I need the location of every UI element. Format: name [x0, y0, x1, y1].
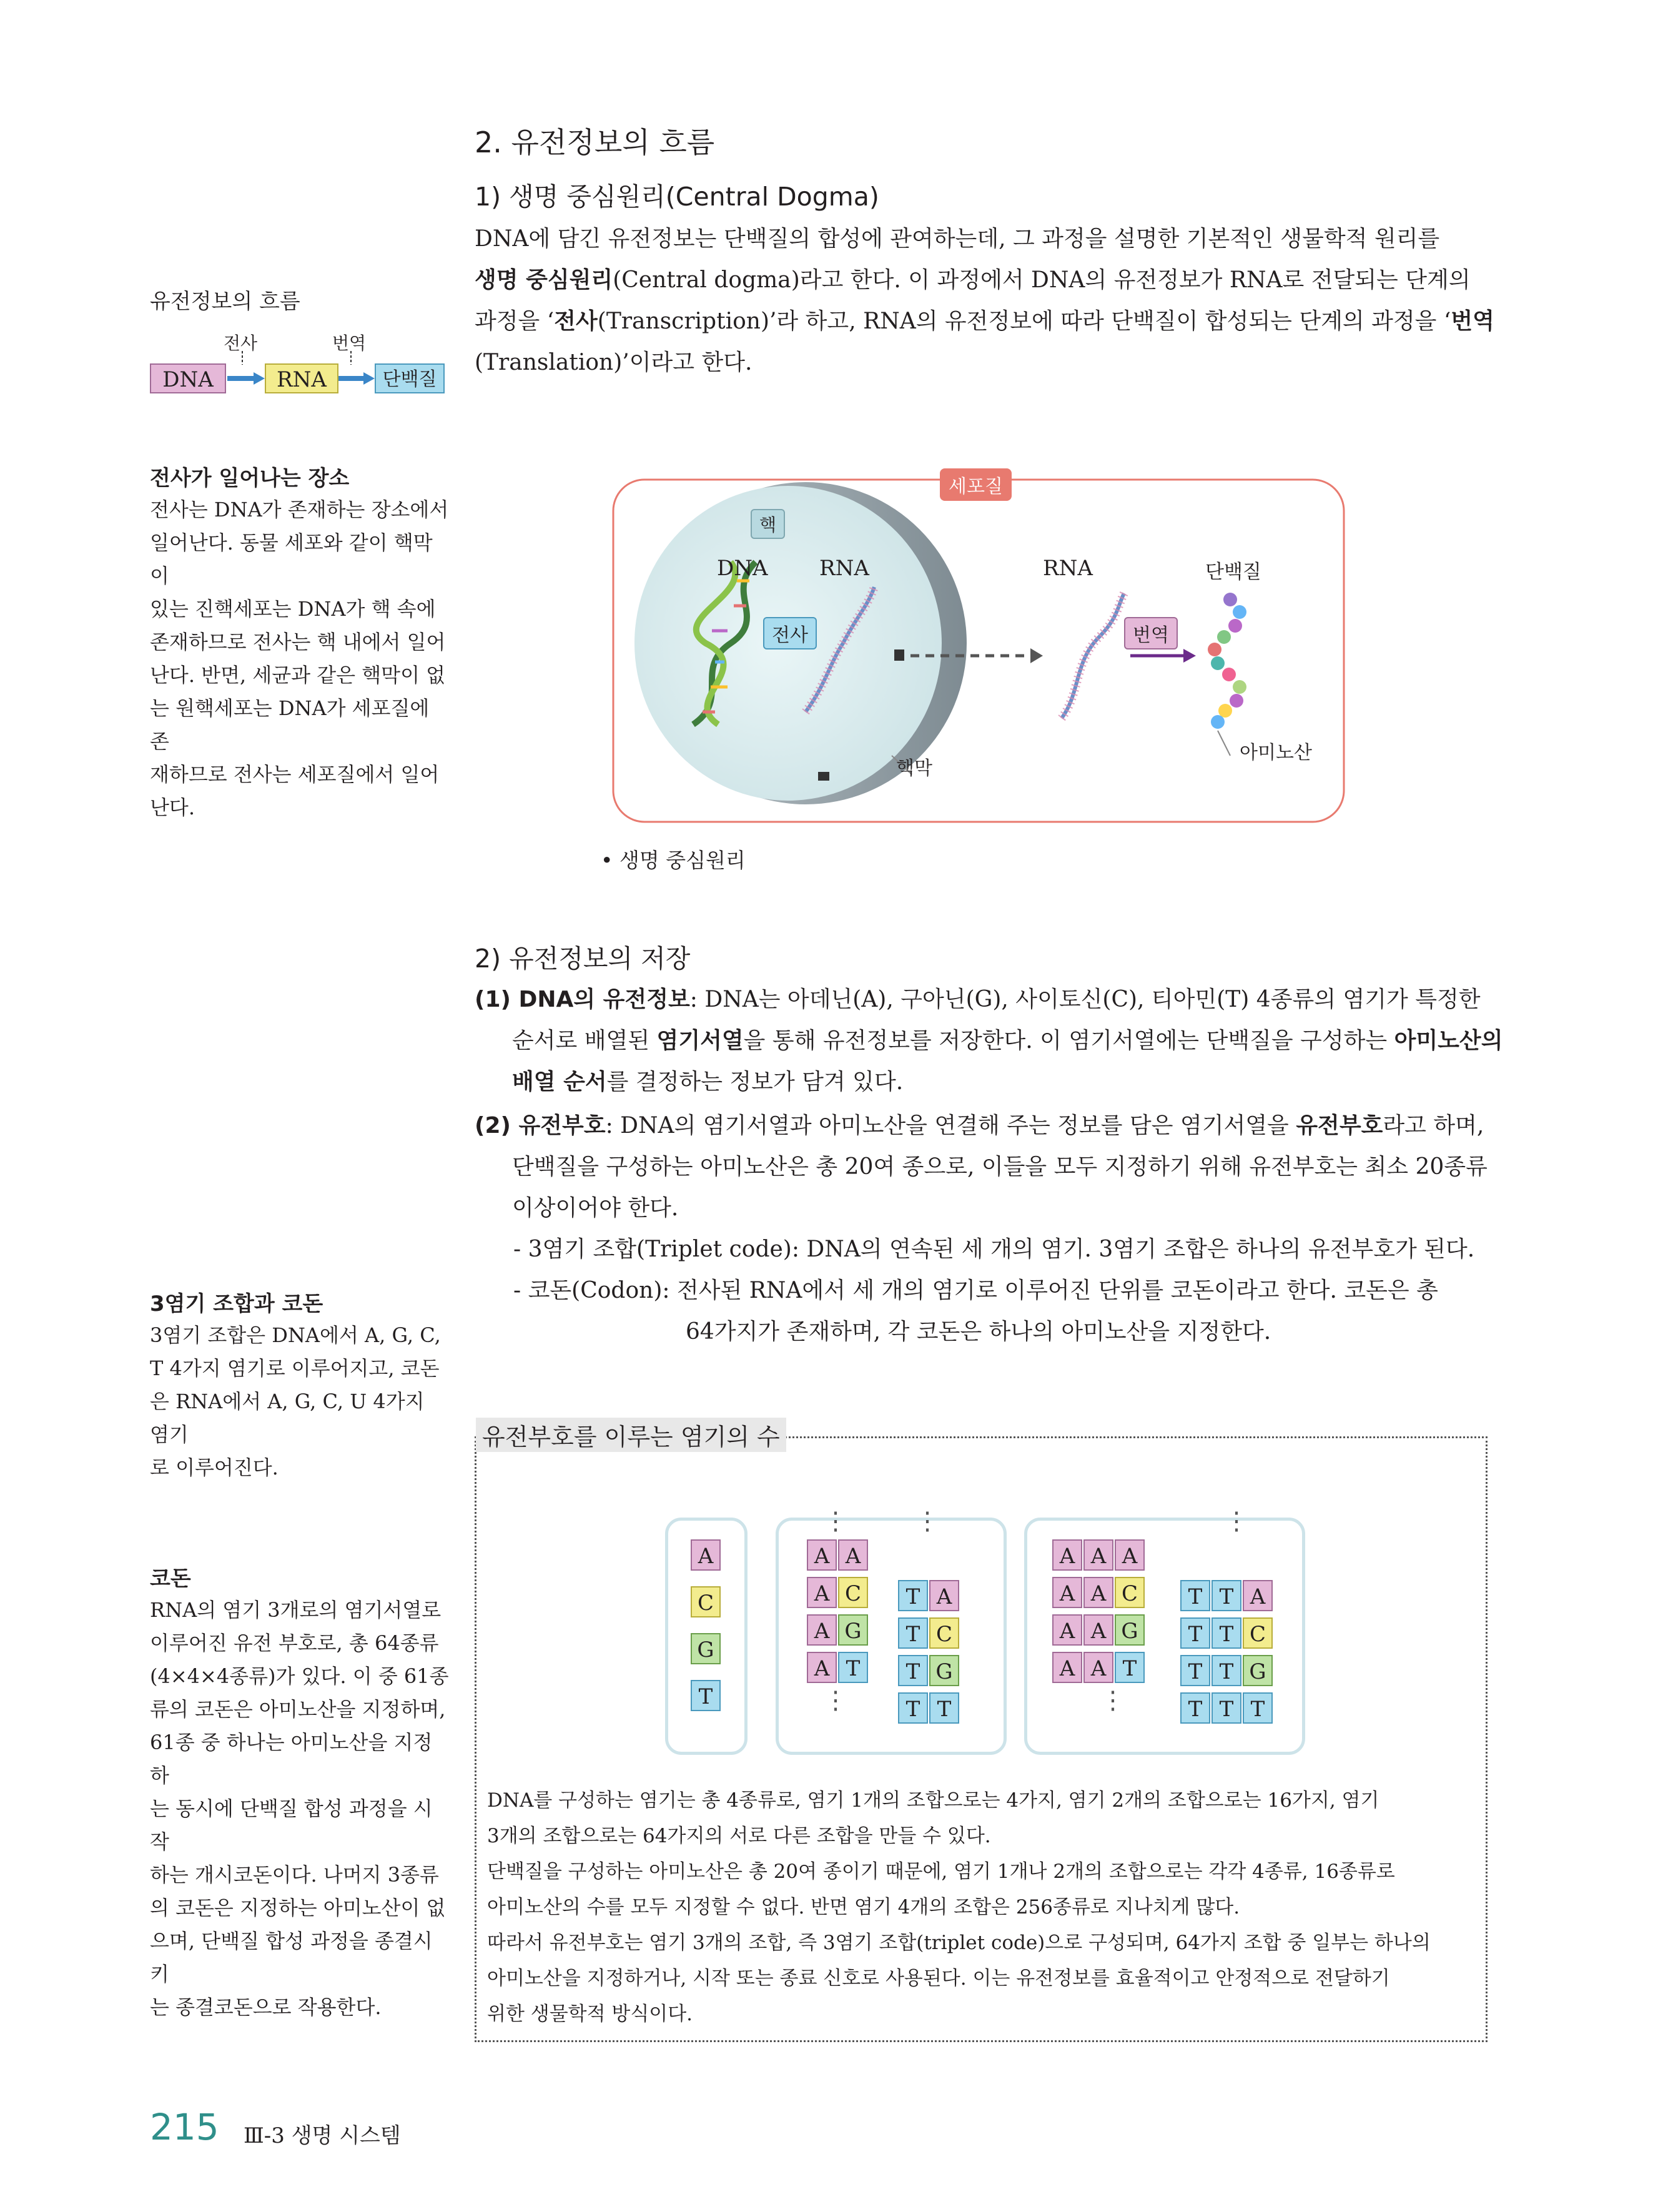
label-translation: 번역 [1124, 617, 1178, 649]
base-cell: A [807, 1614, 837, 1646]
label-rna-nucleus: RNA [819, 556, 869, 581]
central-dogma-paragraph [475, 219, 1494, 383]
label-protein: 단백질 [1205, 561, 1261, 583]
term-translation: 번역 [1451, 309, 1494, 334]
base-cell: A [838, 1539, 868, 1571]
chapter-label: Ⅲ-3 생명 시스템 [244, 2123, 401, 2148]
label-dna: DNA [717, 556, 768, 581]
paragraph-line: (2) 유전부호: DNA의 염기서열과 아미노산을 연결해 주는 정보를 담은 염기서열을 유전부호라고 하며, [475, 1113, 1484, 1138]
box-line: 아미노산을 지정하거나, 시작 또는 종료 신호로 사용된다. 이는 유전정보를 효율적이고 안정적으로 전달하기 [487, 1967, 1390, 1990]
base-cell: A [1052, 1652, 1082, 1683]
base-cell: T [1115, 1652, 1145, 1683]
page-number: 215 [150, 2106, 219, 2148]
term-transcription: 전사 [554, 309, 598, 334]
base-cell: T [691, 1680, 721, 1711]
base-cell: T [1211, 1692, 1241, 1724]
base-cell: A [1243, 1580, 1273, 1611]
subsection-title-central-dogma: 1) 생명 중심원리(Central Dogma) [475, 182, 879, 212]
box-line: 위한 생물학적 방식이다. [487, 2003, 693, 2025]
base-cell: A [1115, 1539, 1145, 1571]
base-cell: G [838, 1614, 868, 1646]
base-cell: A [929, 1580, 959, 1611]
base-cell: T [1180, 1692, 1210, 1724]
section-title: 2. 유전정보의 흐름 [475, 126, 715, 159]
margin-codon-text: RNA의 염기 3개로의 염기서열로 이루어진 유전 부호로, 총 64종류 (4×4×4종류)가 있다. 이 중 61종 류의 코돈은 아미노산을 지정하며, 61종 중 하나는 아미노산을 지정하 는 동시에 단백질 합성 과정을 시작 하는 개시코돈이다. 나머지 3종류 의 코돈은 지정하는 아미노산이 없 으며, 단백질 합성 과정을 종결시키 는 종결코돈으로 작용한다. [150, 1598, 449, 2019]
base-cell: T [1180, 1655, 1210, 1686]
base-cell: A [807, 1652, 837, 1683]
base-cell: T [898, 1655, 928, 1686]
term-genetic-code: 유전부호 [1296, 1113, 1383, 1138]
box-line: 따라서 유전부호는 염기 3개의 조합, 즉 3염기 조합(triplet code)으로 구성되며, 64가지 조합 중 일부는 하나의 [487, 1932, 1431, 1954]
base-cell: G [929, 1655, 959, 1686]
term-sequence-order: 배열 순서 [512, 1069, 607, 1095]
dash-item-codon-cont: 64가지가 존재하며, 각 코돈은 하나의 아미노산을 지정한다. [686, 1319, 1271, 1345]
term-amino-acid: 아미노산의 [1394, 1028, 1503, 1054]
flow-box-dna: DNA [150, 363, 226, 393]
base-cell: C [691, 1586, 721, 1617]
paragraph-line: 배열 순서를 결정하는 정보가 담겨 있다. [512, 1069, 904, 1095]
paragraph-line: DNA에 담긴 유전정보는 단백질의 합성에 관여하는데, 그 과정을 설명한 기본적인 생물학적 원리를 [475, 226, 1440, 252]
margin-triplet-title: 3염기 조합과 코돈 [150, 1291, 323, 1316]
base-cell: A [1052, 1577, 1082, 1608]
base-cell: T [1180, 1580, 1210, 1611]
box-title: 유전부호를 이루는 염기의 수 [476, 1418, 786, 1452]
label-rna-cytoplasm: RNA [1043, 556, 1093, 581]
paragraph-line: 생명 중심원리(Central dogma)라고 한다. 이 과정에서 DNA의 유전정보가 RNA로 전달되는 단계의 [475, 267, 1471, 293]
base-cell: A [1083, 1614, 1113, 1646]
item2-lead: (2) 유전부호 [475, 1113, 606, 1138]
nuclear-pore [894, 649, 904, 661]
base-cell: T [898, 1692, 928, 1724]
base-cell: T [1180, 1617, 1210, 1649]
base-cell: T [1211, 1655, 1241, 1686]
term-central-dogma: 생명 중심원리 [475, 267, 613, 293]
term-base-sequence: 염기서열 [656, 1028, 744, 1054]
base-cell: A [807, 1577, 837, 1608]
base-cell: A [807, 1539, 837, 1571]
paragraph-line: 순서로 배열된 염기서열을 통해 유전정보를 저장한다. 이 염기서열에는 단백질을 구성하는 아미노산의 [512, 1028, 1503, 1054]
margin-transcription-title: 전사가 일어나는 장소 [150, 466, 350, 491]
paragraph-line: (Translation)’이라고 한다. [475, 350, 753, 375]
margin-transcription-text: 전사는 DNA가 존재하는 장소에서 일어난다. 동물 세포와 같이 핵막이 있는 진핵세포는 DNA가 핵 속에 존재하므로 전사는 핵 내에서 일어 난다. 반면, 세균과 같은 핵막이 없 는 원핵세포는 DNA가 세포질에 존 재하므로 전사는 세포질에서 일어 난다. [150, 498, 449, 819]
base-cell: A [1083, 1539, 1113, 1571]
box-line: DNA를 구성하는 염기는 총 4종류로, 염기 1개의 조합으로는 4가지, 염기 2개의 조합으로는 16가지, 염기 [487, 1789, 1379, 1812]
base-cell: G [1243, 1655, 1273, 1686]
base-cell: A [1052, 1614, 1082, 1646]
base-cell: C [929, 1617, 959, 1649]
flow-label-transcription: 전사 [224, 333, 258, 353]
dash-item-codon: - 코돈(Codon): 전사된 RNA에서 세 개의 염기로 이루어진 단위를 코돈이라고 한다. 코돈은 총 [513, 1278, 1438, 1303]
base-cell: T [929, 1692, 959, 1724]
label-transcription: 전사 [763, 617, 817, 649]
label-nucleus: 핵 [751, 509, 785, 539]
ellipsis: ⋮ [915, 1507, 940, 1536]
ellipsis: ⋮ [1224, 1507, 1249, 1536]
base-cell: C [838, 1577, 868, 1608]
base-cell: A [1052, 1539, 1082, 1571]
base-cell: C [1243, 1617, 1273, 1649]
item2-genetic-code [475, 1105, 1486, 1353]
box-line: 단백질을 구성하는 아미노산은 총 20여 종이기 때문에, 염기 1개나 2개의 조합으로는 각각 4종류, 16종류로 [487, 1860, 1395, 1883]
ellipsis: ⋮ [823, 1686, 848, 1715]
base-cell: A [1083, 1652, 1113, 1683]
base-cell: G [691, 1633, 721, 1664]
margin-codon-title: 코돈 [150, 1566, 191, 1591]
margin-flow-title: 유전정보의 흐름 [150, 289, 300, 314]
flow-box-rna: RNA [265, 363, 338, 393]
box-line: 3개의 조합으로는 64가지의 서로 다른 조합을 만들 수 있다. [487, 1825, 991, 1847]
base-cell: T [898, 1580, 928, 1611]
central-dogma-figure [600, 462, 1361, 837]
base-cell: T [1211, 1580, 1241, 1611]
flow-label-translation: 번역 [332, 333, 367, 353]
base-cell: G [1115, 1614, 1145, 1646]
box-line: 아미노산의 수를 모두 지정할 수 없다. 반면 염기 4개의 조합은 256종류로 지나치게 많다. [487, 1896, 1240, 1918]
base-cell: T [1211, 1617, 1241, 1649]
paragraph-line: 과정을 ‘전사(Transcription)’라 하고, RNA의 유전정보에 따라 단백질이 합성되는 단계의 과정을 ‘번역 [475, 309, 1494, 334]
flow-box-protein: 단백질 [375, 363, 445, 393]
base-cell: C [1115, 1577, 1145, 1608]
label-cytoplasm: 세포질 [940, 468, 1012, 501]
paragraph-line: (1) DNA의 유전정보: DNA는 아데닌(A), 구아닌(G), 사이토신(C), 티아민(T) 4종류의 염기가 특정한 [475, 987, 1481, 1012]
margin-triplet-text: 3염기 조합은 DNA에서 A, G, C, T 4가지 염기로 이루어지고, 코돈 은 RNA에서 A, G, C, U 4가지 염기 로 이루어진다. [150, 1323, 441, 1479]
figure-caption: • 생명 중심원리 [601, 848, 746, 872]
item1-lead: (1) DNA의 유전정보 [475, 987, 690, 1012]
subsection-title-storage: 2) 유전정보의 저장 [475, 944, 691, 974]
label-amino-acid: 아미노산 [1240, 742, 1312, 764]
base-cell: T [838, 1652, 868, 1683]
base-cell: A [1083, 1577, 1113, 1608]
base-cell: T [1243, 1692, 1273, 1724]
ellipsis: ⋮ [823, 1507, 848, 1536]
item1-dna-info [475, 979, 1503, 1103]
base-cell: T [898, 1617, 928, 1649]
dash-item-triplet: - 3염기 조합(Triplet code): DNA의 연속된 세 개의 염기. 3염기 조합은 하나의 유전부호가 된다. [513, 1237, 1475, 1262]
paragraph-line: 단백질을 구성하는 아미노산은 총 20여 종으로, 이들을 모두 지정하기 위해 유전부호는 최소 20종류 [512, 1154, 1488, 1180]
base-cell: A [691, 1539, 721, 1571]
ellipsis: ⋮ [1100, 1686, 1125, 1715]
label-nuclear-membrane: 핵막 [896, 758, 932, 779]
paragraph-line: 이상이어야 한다. [512, 1195, 679, 1221]
